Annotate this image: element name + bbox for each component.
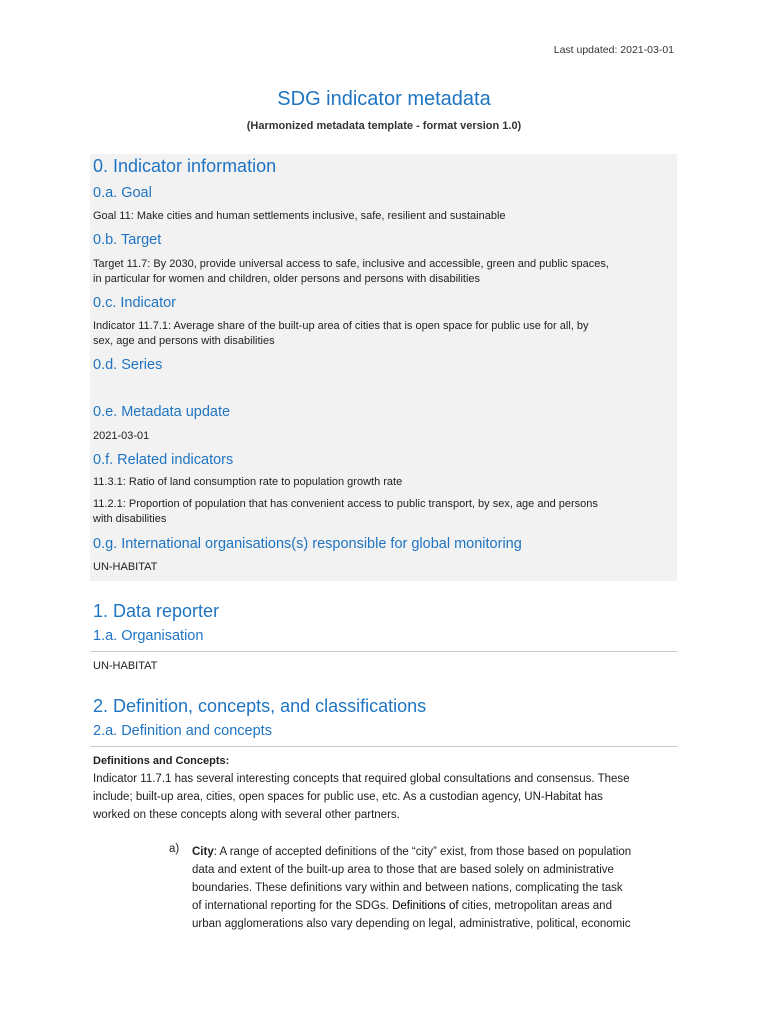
section-0-heading: 0. Indicator information [93, 156, 277, 176]
document-title: SDG indicator metadata [277, 88, 491, 110]
city-line-4-text-a: of international reporting for the SDGs. [192, 900, 393, 912]
city-line-2: data and extent of the built-up area to those that are based solely on administrative [192, 864, 614, 876]
definitions-label: Definitions and Concepts: [93, 755, 230, 767]
city-line-1 [192, 843, 675, 861]
indicator-text-line-1: Indicator 11.7.1: Average share of the built-up area of cities that is open space for public use for all, by [93, 320, 589, 332]
definition-paragraph-line-3: worked on these concepts along with several other partners. [93, 809, 400, 821]
related-indicator-2-line-2: with disabilities [93, 513, 167, 525]
target-text-line-1: Target 11.7: By 2030, provide universal access to safe, inclusive and accessible, green and public spaces, [93, 258, 609, 270]
international-org-text: UN-HABITAT [93, 561, 158, 573]
metadata-update-text: 2021-03-01 [93, 430, 150, 442]
metadata-update-heading: 0.e. Metadata update [93, 404, 231, 420]
organisation-heading: 1.a. Organisation [93, 628, 204, 644]
city-label: City [192, 846, 214, 858]
city-line-5: urban agglomerations also vary depending on legal, administrative, political, economic [192, 918, 631, 930]
section-1-divider [90, 651, 677, 652]
definition-concepts-heading: 2.a. Definition and concepts [93, 723, 272, 739]
target-heading: 0.b. Target [93, 232, 162, 248]
list-marker-a: a) [169, 843, 180, 855]
goal-heading: 0.a. Goal [93, 185, 152, 201]
city-line-4 [192, 897, 675, 915]
goal-text: Goal 11: Make cities and human settlements inclusive, safe, resilient and sustainable [93, 210, 506, 222]
indicator-heading: 0.c. Indicator [93, 295, 177, 311]
related-indicators-heading: 0.f. Related indicators [93, 452, 234, 468]
city-line-1-text: : A range of accepted definitions of the “city” exist, from those based on population [213, 846, 632, 858]
organisation-text: UN-HABITAT [93, 660, 158, 672]
related-indicator-2-line-1: 11.2.1: Proportion of population that has convenient access to public transport, by sex, age and persons [93, 498, 598, 510]
definition-paragraph-line-2: include; built-up area, cities, open spaces for public use, etc. As a custodian agency, UN-Habitat has [93, 791, 603, 803]
city-line-4-text-c: cities, metropolitan areas and [458, 900, 612, 912]
section-2-heading: 2. Definition, concepts, and classifications [93, 696, 427, 716]
series-heading: 0.d. Series [93, 357, 163, 373]
section-1-heading: 1. Data reporter [93, 601, 220, 621]
city-line-3: boundaries. These definitions vary within and between nations, complicating the task [192, 882, 623, 894]
definition-paragraph-line-1: Indicator 11.7.1 has several interesting concepts that required global consultations and consensus. These [93, 773, 630, 785]
section-2-divider [90, 746, 677, 747]
last-updated-date: Last updated: 2021-03-01 [553, 44, 674, 56]
international-org-heading: 0.g. International organisations(s) responsible for global monitoring [93, 536, 522, 552]
city-definition-item [192, 843, 675, 933]
indicator-text-line-2: sex, age and persons with disabilities [93, 335, 275, 347]
definitions-of-text: Definitions of [392, 900, 459, 912]
related-indicator-1: 11.3.1: Ratio of land consumption rate to population growth rate [93, 476, 403, 488]
document-subtitle: (Harmonized metadata template - format version 1.0) [246, 120, 522, 132]
target-text-line-2: in particular for women and children, older persons and persons with disabilities [93, 273, 481, 285]
